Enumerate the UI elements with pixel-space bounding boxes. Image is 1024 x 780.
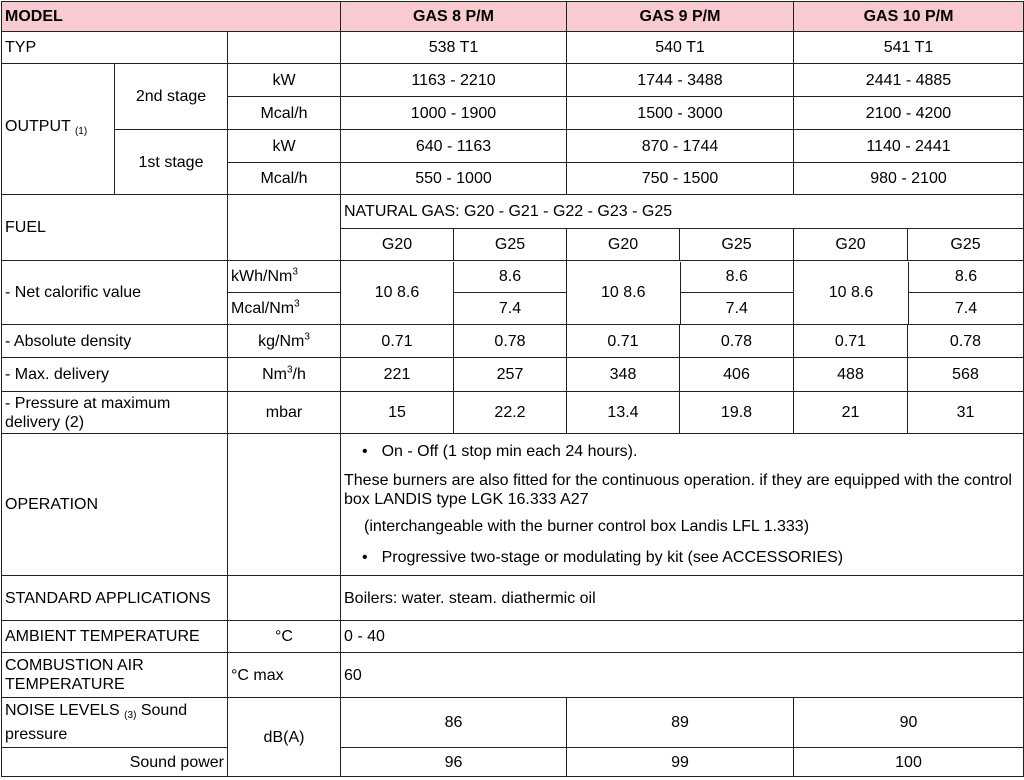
ncv-label: - Net calorific value [2,261,228,325]
gas-g25: G25 [680,229,794,261]
operation-unit [228,434,341,576]
ncv-unit-mcal [228,293,341,325]
fuel-desc: NATURAL GAS: G20 - G21 - G22 - G23 - G25 [341,195,1024,229]
ncv-unit-kwh-base: kWh/Nm [231,268,293,285]
ncv-unit-kwh [228,261,341,293]
output-value: 980 - 2100 [794,163,1024,195]
typ-value: 538 T1 [341,32,567,64]
ncv-subtable [341,262,566,324]
density-value: 0.71 [794,325,908,358]
noise-note: (3) [124,710,137,721]
pressure-value: 21 [794,392,908,434]
ncv-g25-mcal: 7.4 [725,299,748,317]
operation-line3: (interchangeable with the burner control box Landis LFL 1.333) [364,518,810,535]
delivery-unit-base: Nm [262,366,287,383]
noise-label [2,698,228,748]
output-note: (1) [74,126,88,137]
gas-g25: G25 [454,229,567,261]
output-row [2,64,1024,97]
ambient-value: 0 - 40 [341,621,1024,653]
pressure-label: - Pressure at maximum delivery (2) [2,392,228,434]
standard-unit [228,576,341,621]
pressure-unit: mbar [228,392,341,434]
ncv-g9-cell [567,261,794,325]
combustion-label: COMBUSTION AIR TEMPERATURE [2,653,228,698]
output-row [2,130,1024,163]
combustion-row [2,653,1024,698]
noise-pressure-value: 90 [794,698,1024,748]
typ-unit [228,32,341,64]
density-unit-exp: 3 [304,331,310,343]
ncv-g10-cell [794,261,1024,325]
operation-label: OPERATION [2,434,228,576]
stage2-label: 2nd stage [115,64,228,130]
noise-label-a: NOISE LEVELS [5,702,120,719]
ncv-g20-value: 10 8.6 [794,262,909,324]
header-row [2,2,1024,32]
standard-row [2,576,1024,621]
operation-line2: These burners are also fitted for the continuous operation. if they are equipped with the control box LANDIS type LGK 16.333 A27 [344,472,1012,508]
delivery-value: 257 [454,358,567,392]
pressure-value: 19.8 [680,392,794,434]
density-unit-base: kg/Nm [258,332,305,350]
standard-label: STANDARD APPLICATIONS [2,576,228,621]
output-value: 550 - 1000 [341,163,567,195]
fuel-label: FUEL [2,195,228,261]
unit-kw: kW [228,130,341,163]
sound-power-label: Sound power [2,748,228,777]
ncv-g25-kwh: 8.6 [680,262,793,293]
pressure-value: 22.2 [454,392,567,434]
gas-g20: G20 [794,229,908,261]
combustion-unit: °C max [228,653,341,698]
gas-g20: G20 [567,229,680,261]
density-value: 0.71 [567,325,680,358]
model-gas8: GAS 8 P/M [341,2,567,32]
output-value: 2441 - 4885 [794,64,1024,97]
delivery-row [2,358,1024,392]
gas-g25: G25 [908,229,1024,261]
delivery-value: 568 [908,358,1024,392]
delivery-unit-tail: /h [292,366,306,383]
output-label-text: OUTPUT [5,118,71,135]
delivery-value: 221 [341,358,454,392]
noise-unit: dB(A) [228,698,341,777]
density-label: - Absolute density [2,325,228,358]
noise-pressure-value: 89 [567,698,794,748]
ncv-g25-kwh: 8.6 [909,262,1024,293]
ambient-row [2,621,1024,653]
pressure-value: 31 [908,392,1024,434]
ncv-g25-mcal: 7.4 [954,299,978,317]
spec-table [1,1,1024,777]
noise-power-value: 99 [567,748,794,777]
typ-row [2,32,1024,64]
ncv-row [2,261,1024,293]
ncv-subtable [794,262,1023,324]
delivery-unit-exp: 3 [286,364,293,376]
standard-value: Boilers: water. steam. diathermic oil [341,576,1024,621]
noise-power-value: 100 [794,748,1024,777]
fuel-unit [228,195,341,261]
density-value: 0.78 [454,325,567,358]
ncv-unit-mcal-base: Mcal/Nm [231,300,295,317]
output-value: 640 - 1163 [341,130,567,163]
ncv-g25-kwh: 8.6 [454,262,567,293]
delivery-value: 406 [680,358,794,392]
ambient-label: AMBIENT TEMPERATURE [2,621,228,653]
ncv-g8-cell [341,261,567,325]
typ-label: TYP [2,32,228,64]
output-value: 750 - 1500 [567,163,794,195]
delivery-value: 348 [567,358,680,392]
density-row [2,325,1024,358]
delivery-label: - Max. delivery [2,358,228,392]
output-value: 1140 - 2441 [794,130,1024,163]
pressure-value: 13.4 [567,392,680,434]
density-unit [228,325,341,358]
model-gas10: GAS 10 P/M [794,2,1024,32]
output-label [2,64,115,195]
density-value: 0.78 [908,325,1024,358]
fuel-row [2,195,1024,229]
operation-line1: • On - Off (1 stop min each 24 hours). [344,442,1020,461]
ncv-unit-mcal-exp: 3 [294,298,300,310]
delivery-value: 488 [794,358,908,392]
stage1-label: 1st stage [115,130,228,195]
ncv-subtable [567,262,793,324]
model-gas9: GAS 9 P/M [567,2,794,32]
output-value: 2100 - 4200 [794,97,1024,130]
output-value: 1163 - 2210 [341,64,567,97]
ncv-g20-value: 10 8.6 [341,262,454,324]
model-label: MODEL [2,2,341,32]
density-value: 0.71 [341,325,454,358]
unit-mcal: Mcal/h [228,163,341,195]
typ-value: 541 T1 [794,32,1024,64]
density-value: 0.78 [680,325,794,358]
noise-pressure-value: 86 [341,698,567,748]
output-value: 1500 - 3000 [567,97,794,130]
output-value: 870 - 1744 [567,130,794,163]
ncv-g20-value: 10 8.6 [567,262,680,324]
unit-kw: kW [228,64,341,97]
pressure-value: 15 [341,392,454,434]
output-value: 1000 - 1900 [341,97,567,130]
delivery-unit [228,358,341,392]
noise-row [2,698,1024,748]
noise-power-row [2,748,1024,777]
unit-mcal: Mcal/h [228,97,341,130]
output-value: 1744 - 3488 [567,64,794,97]
pressure-row [2,392,1024,434]
ambient-unit: °C [228,621,341,653]
combustion-value: 60 [341,653,1024,698]
noise-label-b: Sound pressure [5,702,188,743]
gas-g20: G20 [341,229,454,261]
typ-value: 540 T1 [567,32,794,64]
noise-power-value: 96 [341,748,567,777]
operation-line4: • Progressive two-stage or modulating by kit (see ACCESSORIES) [344,548,1020,567]
operation-row [2,434,1024,576]
operation-text [341,434,1024,576]
ncv-unit-kwh-exp: 3 [292,266,298,278]
ncv-g25-mcal: 7.4 [498,299,522,317]
